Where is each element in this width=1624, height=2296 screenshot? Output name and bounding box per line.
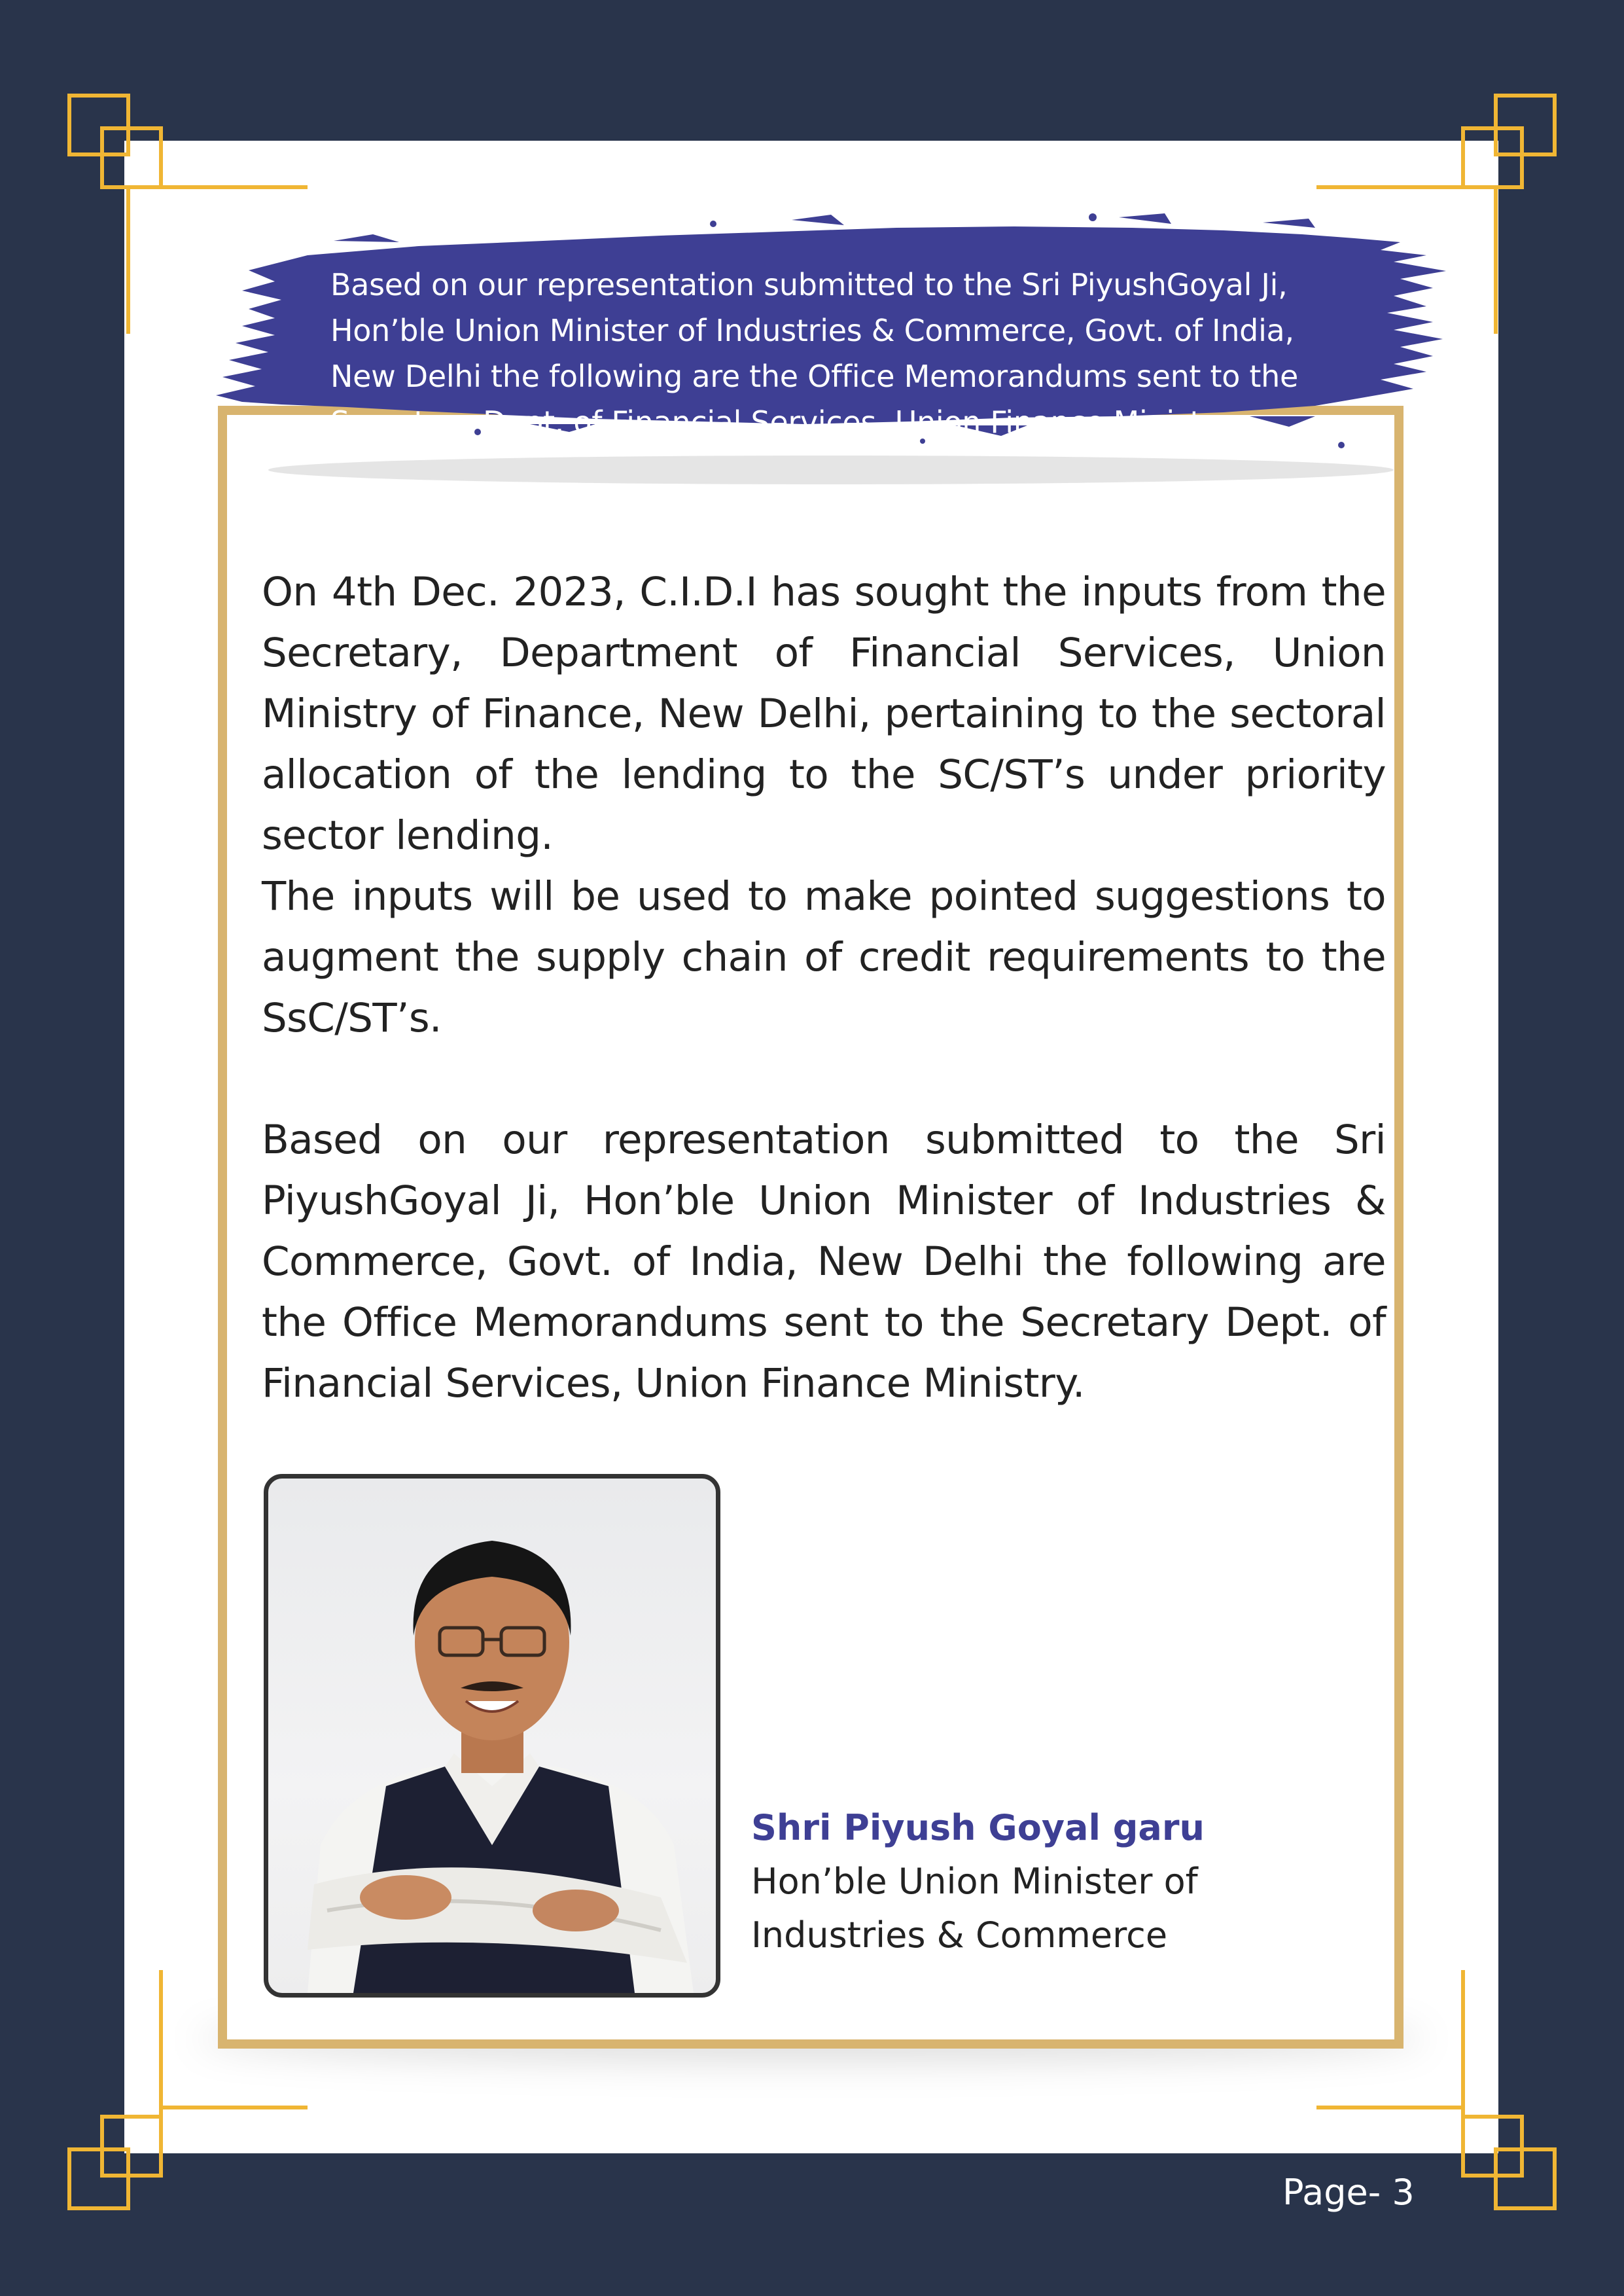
banner-text	[330, 262, 1390, 445]
paragraph-gap	[262, 1049, 1386, 1109]
body-text	[262, 562, 1386, 1414]
banner-line-3: New Delhi the following are the Office Memorandums sent to the	[330, 359, 1298, 394]
banner-line-4: Secretary Dept. of Financial Services, Union Finance Ministry.	[330, 404, 1237, 440]
minister-photo	[264, 1474, 720, 1998]
caption-title-line-2: Industries & Commerce	[751, 1914, 1168, 1956]
caption-title-line-1: Hon’ble Union Minister of	[751, 1861, 1198, 1902]
body-paragraph-3: Based on our representation submitted to the Sri PiyushGoyal Ji, Hon’ble Union Minister of Industries & Commerce, Govt. of India, New Delhi the following are the Office Memorandums sent to the Secretary Dept. of Financial Services, Union Finance Ministry.	[262, 1117, 1386, 1407]
banner	[203, 208, 1466, 490]
page-number: Page- 3	[1282, 2172, 1415, 2213]
caption-name: Shri Piyush Goyal garu	[751, 1807, 1205, 1848]
body-paragraph-2: The inputs will be used to make pointed suggestions to augment the supply chain of credit requirements to the SsC/ST’s.	[262, 873, 1386, 1041]
banner-line-1: Based on our representation submitted to the Sri PiyushGoyal Ji,	[330, 267, 1288, 302]
banner-line-2: Hon’ble Union Minister of Industries & Commerce, Govt. of India,	[330, 313, 1294, 348]
photo-caption	[751, 1801, 1340, 1962]
body-paragraph-1: On 4th Dec. 2023, C.I.D.I has sought the inputs from the Secretary, Department of Financial Services, Union Ministry of Finance, New Delhi, pertaining to the sectoral allocation of the lending to the SC/ST’s under priority sector lending.	[262, 569, 1386, 859]
portrait-illustration	[268, 1479, 716, 1993]
